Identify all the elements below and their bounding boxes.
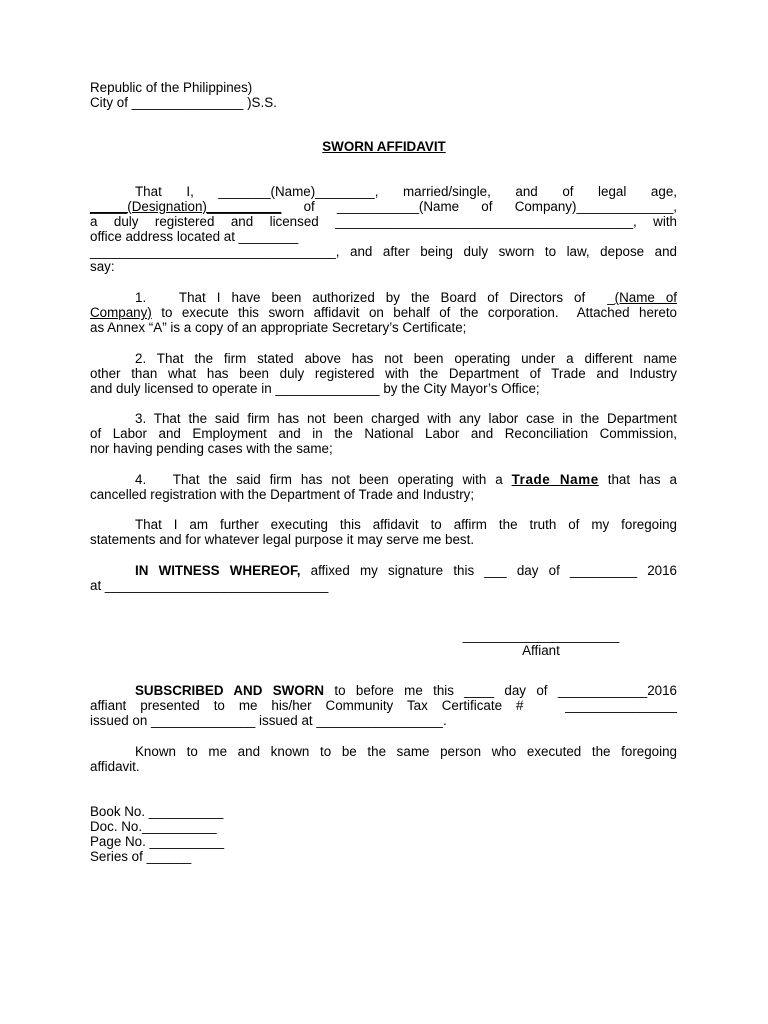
affiant-signature-block bbox=[452, 628, 630, 658]
paragraph-line: cancelled registration with the Department of Trade and Industry; bbox=[90, 487, 475, 502]
paragraph-line: 3. That the said firm has not been charged with any labor case in the Department bbox=[135, 411, 677, 426]
paragraph-5 bbox=[90, 517, 677, 547]
notarial-register bbox=[90, 804, 677, 864]
jurat bbox=[90, 683, 677, 728]
paragraph-line: 4. That the said firm has not been operating with a Trade Name that has a bbox=[135, 472, 677, 487]
jurat-line: issued on ______________ issued at _________________. bbox=[90, 713, 447, 728]
intro-line: _________________________________, and after being duly sworn to law, depose and bbox=[90, 244, 677, 259]
designation-blank: _____(Designation)__________ bbox=[90, 199, 282, 214]
jurat-line: SUBSCRIBED AND SWORN to before me this ____ day of ____________2016 bbox=[135, 683, 677, 698]
intro-line: _____(Designation)__________ of ___________(Name of Company)_____________, bbox=[90, 199, 677, 214]
jurat-line: affiant presented to me his/her Community Tax Certificate # _______________ bbox=[90, 698, 677, 713]
doc-number: Doc. No.__________ bbox=[90, 819, 217, 834]
paragraph-line: That I am further executing this affidavit to affirm the truth of my foregoing bbox=[135, 517, 677, 532]
paragraph-2 bbox=[90, 351, 677, 396]
identity-clause bbox=[90, 744, 677, 774]
page-number: Page No. __________ bbox=[90, 834, 225, 849]
document-title: SWORN AFFIDAVIT bbox=[322, 139, 446, 154]
identity-line: affidavit. bbox=[90, 759, 140, 774]
book-number: Book No. __________ bbox=[90, 804, 224, 819]
company-name-blank: (Name of bbox=[614, 290, 677, 305]
paragraph-line: statements and for whatever legal purpose it may serve me best. bbox=[90, 532, 475, 547]
intro-line: That I, _______(Name)________, married/single, and of legal age, bbox=[135, 184, 677, 199]
witness-line: IN WITNESS WHEREOF, affixed my signature this ___ day of _________ 2016 bbox=[135, 563, 677, 578]
paragraph-line: 1. That I have been authorized by the Board of Directors of _(Name of bbox=[135, 290, 677, 305]
witness-clause bbox=[90, 563, 677, 593]
paragraph-line: and duly licensed to operate in ______________ by the City Mayor’s Office; bbox=[90, 381, 540, 396]
series-number: Series of ______ bbox=[90, 849, 192, 864]
signature-line: _____________________ bbox=[462, 628, 620, 643]
paragraph-line: Company) to execute this sworn affidavit on behalf of the corporation. Attached hereto bbox=[90, 305, 677, 320]
paragraph-line: of Labor and Employment and in the National Labor and Reconciliation Commission, bbox=[90, 426, 677, 441]
venue-header bbox=[90, 80, 677, 110]
paragraph-1 bbox=[90, 290, 677, 335]
intro-paragraph bbox=[90, 184, 677, 274]
paragraph-line: other than what has been duly registered with the Department of Trade and Industry bbox=[90, 366, 677, 381]
paragraph-3 bbox=[90, 411, 677, 456]
paragraph-line: nor having pending cases with the same; bbox=[90, 441, 333, 456]
identity-line: Known to me and known to be the same person who executed the foregoing bbox=[135, 744, 677, 759]
witness-line: at ______________________________ bbox=[90, 578, 329, 593]
venue-country: Republic of the Philippines) bbox=[90, 80, 253, 95]
paragraph-line: as Annex “A” is a copy of an appropriate Secretary’s Certificate; bbox=[90, 320, 467, 335]
intro-line: office address located at ________ bbox=[90, 229, 299, 244]
venue-city: City of _______________ )S.S. bbox=[90, 95, 277, 110]
intro-line: say: bbox=[90, 259, 115, 274]
trade-name-emphasis: Trade Name bbox=[511, 472, 599, 487]
paragraph-line: 2. That the firm stated above has not been operating under a different name bbox=[135, 351, 677, 366]
intro-line: a duly registered and licensed ________________________________________, with bbox=[90, 214, 677, 229]
affiant-label: Affiant bbox=[522, 643, 560, 658]
paragraph-4 bbox=[90, 472, 677, 502]
